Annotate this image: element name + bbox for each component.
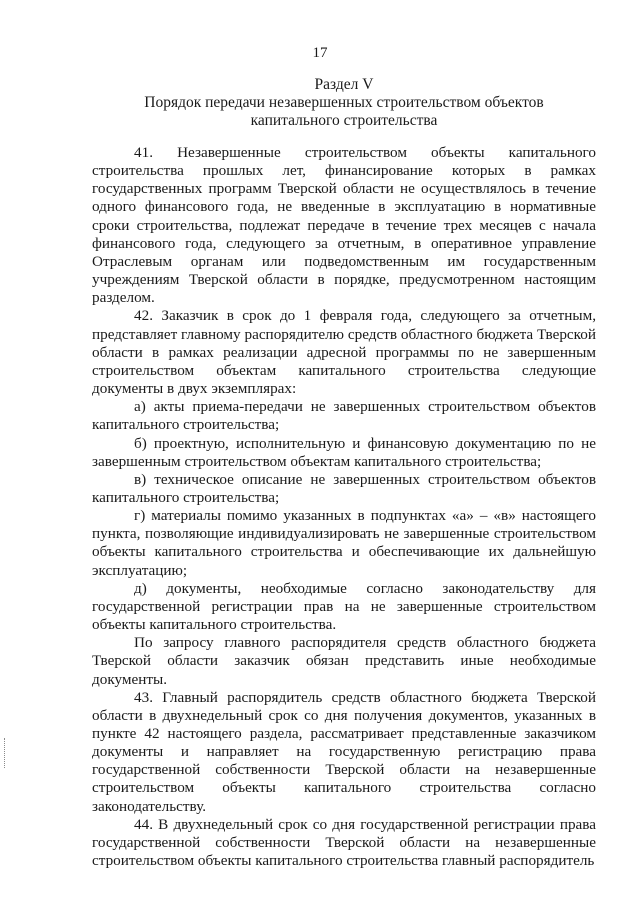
paragraph-request: По запросу главного распорядителя средств областного бюджета Тверской области заказчик обязан представить иные необходимые документы. xyxy=(92,634,596,688)
list-item-b: б) проектную, исполнительную и финансовую документацию по не завершенным строительством объектам капитального строительства; xyxy=(92,434,596,470)
list-item-a: а) акты приема-передачи не завершенных строительством объектов капитального строительства; xyxy=(92,398,596,434)
section-label: Раздел V xyxy=(314,76,374,93)
section-title xyxy=(92,94,596,130)
scan-edge-mark xyxy=(4,738,6,768)
list-item-v: в) техническое описание не завершенных строительством объектов капитального строительства; xyxy=(92,470,596,506)
list-item-g: г) материалы помимо указанных в подпунктах «а» – «в» настоящего пункта, позволяющие индивидуализировать не завершенные строительством объекты капитального строительства и обеспечивающие их дальнейшую эксплуатацию; xyxy=(92,507,596,579)
paragraph-42: 42. Заказчик в срок до 1 февраля года, следующего за отчетным, представляет главному распорядителю средств областного бюджета Тверской области в рамках реализации адресной программы по не завершенным строительством объектам капитального строительства следующие документы в двух экземплярах: xyxy=(92,307,596,398)
list-item-d: д) документы, необходимые согласно законодательству для государственной регистрации прав на не завершенные строительством объекты капитального строительства. xyxy=(92,579,596,634)
paragraph-41: 41. Незавершенные строительством объекты капитального строительства прошлых лет, финансирование которых в рамках государственных программ Тверской области не осуществлялось в течение одного финансового года, не введенные в эксплуатацию в нормативные сроки строительства, подлежат передаче в течение трех месяцев с начала финансового года, следующего за отчетным, в оперативное управление Отраслевым органам или подведомственным им государственным учреждениям Тверской области в порядке, предусмотренном настоящим разделом. xyxy=(92,144,596,307)
section-title-line-2: капитального строительства xyxy=(250,112,438,129)
paragraph-43: 43. Главный распорядитель средств областного бюджета Тверской области в двухнедельный срок со дня получения документов, указанных в пункте 42 настоящего раздела, рассматривает представленные заказчиком документы и направляет на государственную регистрацию права государственной собственности Тверской области на незавершенные строительством объекты капитального строительства согласно законодательству. xyxy=(92,688,596,815)
section-title-line-1: Порядок передачи незавершенных строительством объектов xyxy=(144,94,544,111)
page-number: 17 xyxy=(312,45,328,61)
document-body xyxy=(92,144,596,870)
paragraph-44: 44. В двухнедельный срок со дня государственной регистрации права государственной собственности Тверской области на незавершенные строительством объекты капитального строительства главный распорядитель xyxy=(92,815,596,870)
